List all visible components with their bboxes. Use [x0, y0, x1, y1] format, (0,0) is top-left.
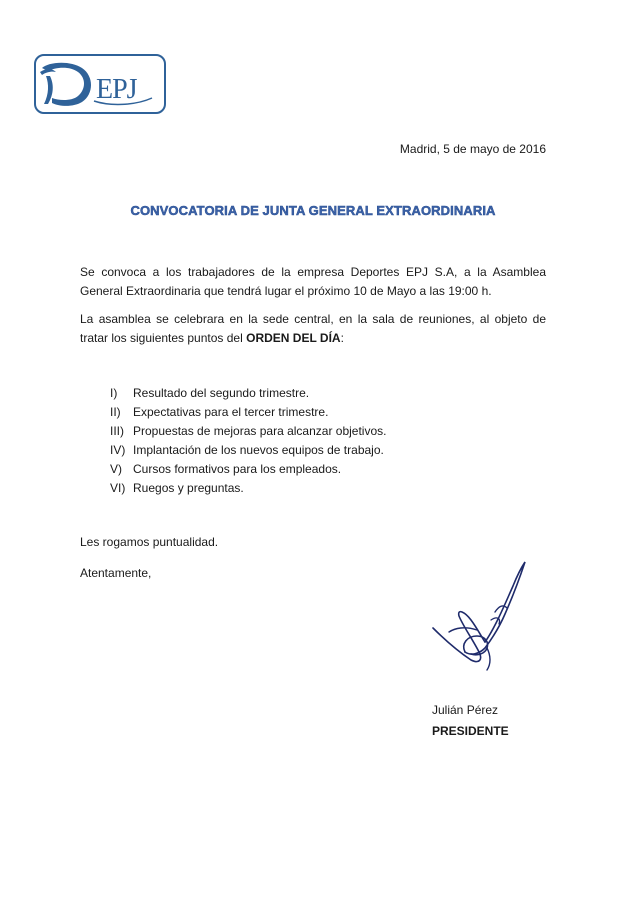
agenda-item [80, 460, 546, 479]
agenda-intro-paragraph [80, 310, 546, 348]
document-title: CONVOCATORIA DE JUNTA GENERAL EXTRAORDINARIA [130, 203, 496, 218]
agenda-item [80, 441, 546, 460]
agenda-item-number: I) [110, 386, 118, 400]
agenda-item [80, 403, 546, 422]
agenda-item-text: Cursos formativos para los empleados. [133, 462, 342, 476]
date-line: Madrid, 5 de mayo de 2016 [399, 142, 546, 156]
agenda-heading-bold: ORDEN DEL DÍA [246, 331, 341, 345]
signatory-role: PRESIDENTE [432, 724, 509, 738]
agenda-item-text: Implantación de los nuevos equipos de trabajo. [133, 443, 384, 457]
signature-image [425, 556, 535, 676]
agenda-item-number: V) [110, 462, 122, 476]
agenda-item [80, 384, 546, 403]
salutation: Atentamente, [80, 566, 152, 580]
agenda-intro-colon: : [340, 331, 344, 345]
closing-line: Les rogamos puntualidad. [80, 535, 219, 549]
agenda-item-text: Resultado del segundo trimestre. [133, 386, 310, 400]
intro-paragraph: Se convoca a los trabajadores de la empresa Deportes EPJ S.A, a la Asamblea General Extraordinaria que tendrá lugar el próximo 10 de Mayo a las 19:00 h. [80, 265, 546, 298]
agenda-item-number: IV) [110, 443, 126, 457]
agenda-item [80, 479, 546, 498]
company-logo [34, 54, 166, 114]
agenda-item-number: III) [110, 424, 124, 438]
agenda-item-text: Propuestas de mejoras para alcanzar objetivos. [133, 424, 387, 438]
svg-text:EPJ: EPJ [96, 74, 137, 105]
agenda-item-text: Expectativas para el tercer trimestre. [133, 405, 329, 419]
agenda-list [80, 384, 546, 498]
agenda-item [80, 422, 546, 441]
agenda-item-number: II) [110, 405, 121, 419]
agenda-item-number: VI) [110, 481, 126, 495]
signatory-name: Julián Pérez [432, 703, 499, 717]
agenda-intro-text: La asamblea se celebrara en la sede central, en la sala de reuniones, al objeto de tratar los siguientes puntos del [80, 312, 546, 345]
agenda-item-text: Ruegos y preguntas. [133, 481, 244, 495]
